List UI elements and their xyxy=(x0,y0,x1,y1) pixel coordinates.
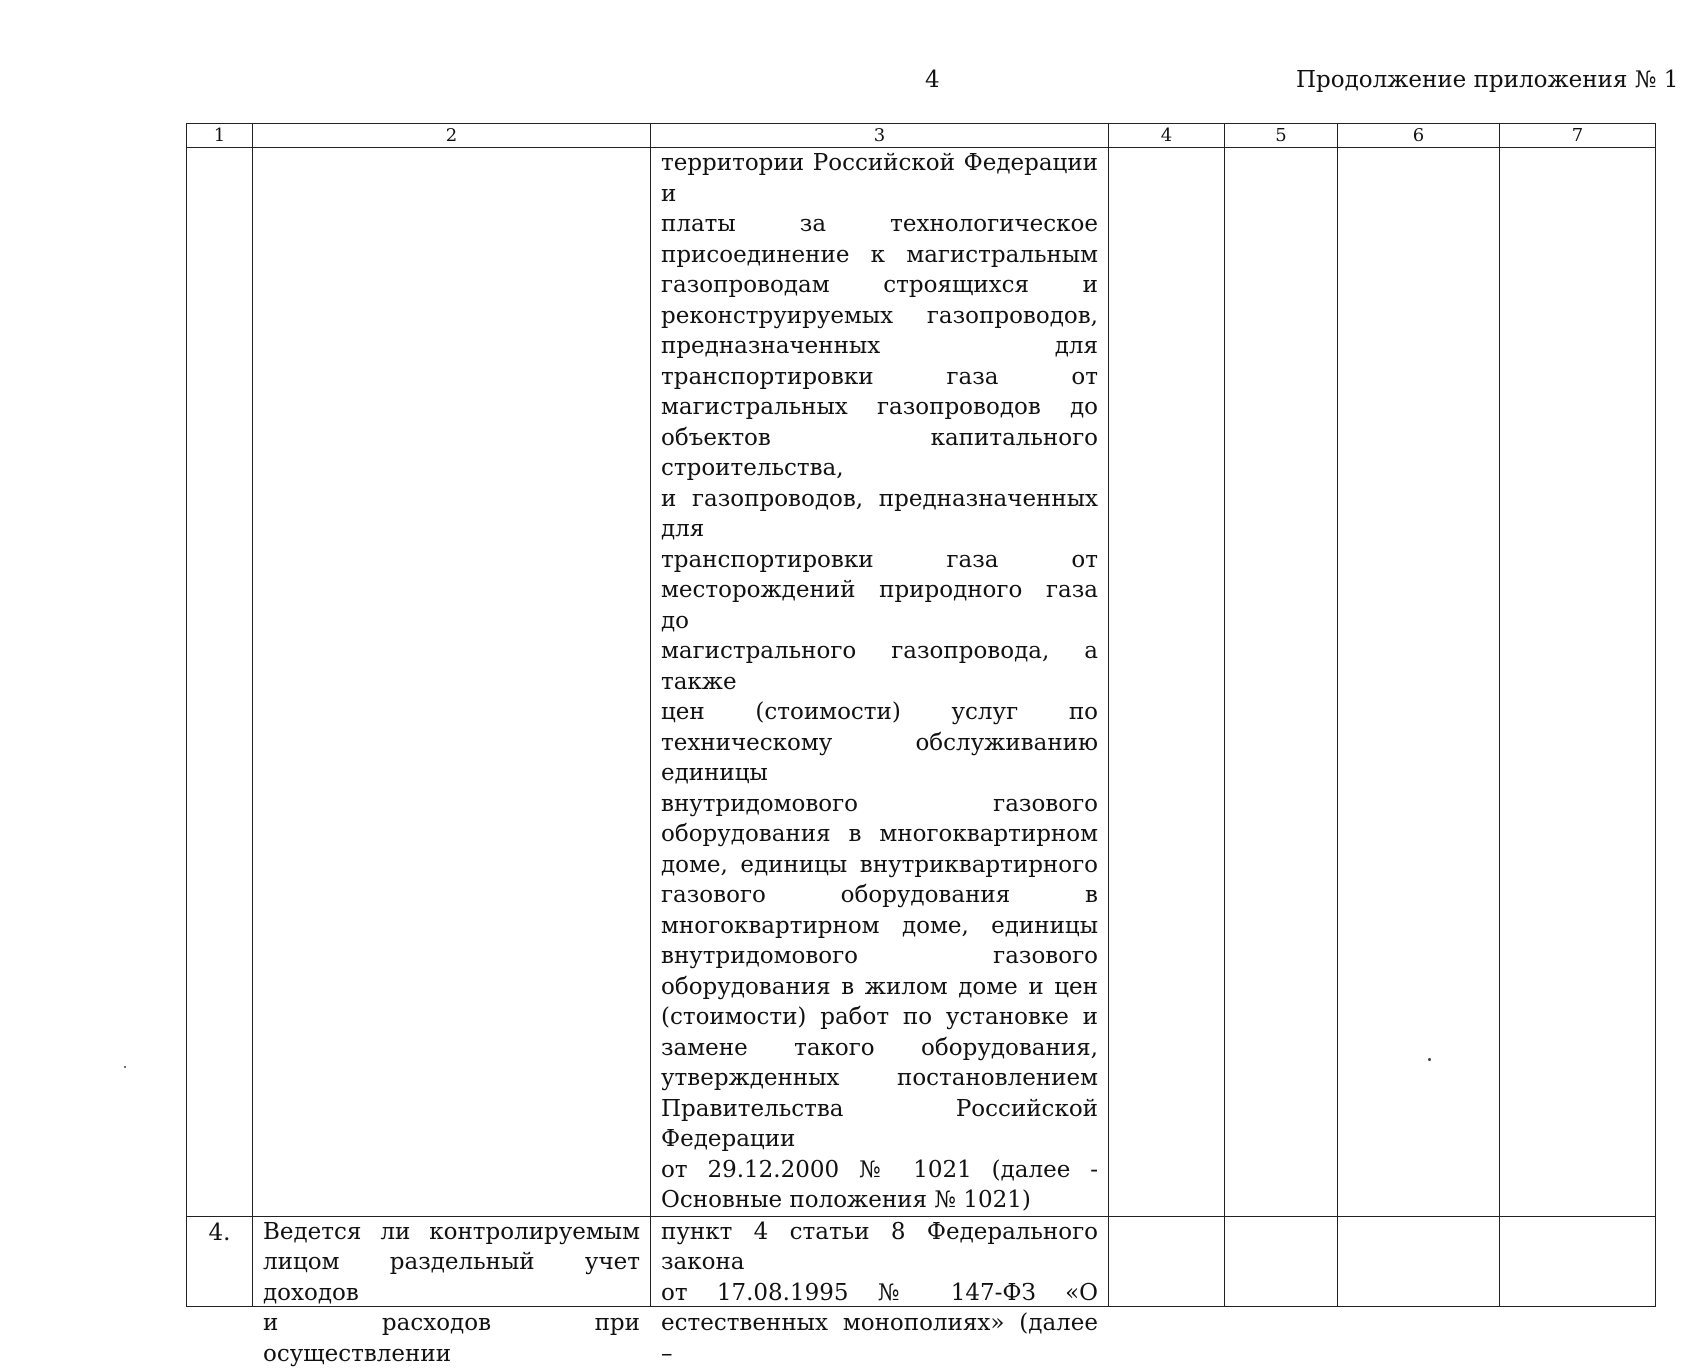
text-line: предназначенных для xyxy=(661,333,1098,359)
text-line: естественных монополиях» (далее – xyxy=(661,1310,1098,1367)
column-header-5: 5 xyxy=(1225,124,1338,148)
table-row-continued xyxy=(187,148,1656,1217)
scan-speck xyxy=(1428,1058,1431,1061)
text-line: месторождений природного газа до xyxy=(661,577,1098,634)
question-text xyxy=(253,1217,650,1367)
text-line: и газопроводов, предназначенных для xyxy=(661,485,1098,542)
text-line: платы за технологическое xyxy=(661,211,1098,237)
cell-number xyxy=(187,148,253,1217)
text-line: объектов капитального строительства, xyxy=(661,424,1098,481)
text-line: реконструируемых газопроводов, xyxy=(661,302,1098,329)
cell-col6 xyxy=(1338,148,1500,1217)
text-line: внутридомового газового xyxy=(661,943,1098,969)
cell-col5 xyxy=(1225,148,1338,1217)
text-line: от 17.08.1995 № 147-ФЗ «О xyxy=(661,1279,1098,1306)
text-line: (стоимости) работ по установке и xyxy=(661,1004,1098,1030)
text-line: оборудования в жилом доме и цен xyxy=(661,973,1098,1000)
text-line: газового оборудования в xyxy=(661,882,1098,908)
row-number: 4. xyxy=(208,1219,231,1246)
column-header-1: 1 xyxy=(187,124,253,148)
table-row-4 xyxy=(187,1216,1656,1306)
cell-col5 xyxy=(1225,1216,1338,1306)
column-header-2: 2 xyxy=(253,124,651,148)
appendix-title: Продолжение приложения № 1 xyxy=(1296,67,1679,93)
text-line: газопроводам строящихся и xyxy=(661,272,1098,298)
legal-reference-text xyxy=(651,1217,1108,1367)
text-line: транспортировки газа от xyxy=(661,363,1098,390)
text-line: пункт 4 статьи 8 Федерального закона xyxy=(661,1218,1098,1275)
text-line: цен (стоимости) услуг по xyxy=(661,699,1098,725)
column-header-row xyxy=(187,124,1656,148)
text-line: Ведется ли контролируемым xyxy=(263,1218,640,1245)
page-number: 4 xyxy=(925,67,940,93)
requirements-table xyxy=(186,123,1656,1367)
text-line: и расходов при осуществлении xyxy=(263,1310,640,1367)
text-line: транспортировки газа от xyxy=(661,546,1098,573)
text-line: лицом раздельный учет доходов xyxy=(263,1249,640,1306)
cell-col7 xyxy=(1500,148,1656,1217)
cell-col4 xyxy=(1109,148,1225,1217)
cell-number xyxy=(187,1216,253,1306)
cell-col7 xyxy=(1500,1216,1656,1306)
text-line: присоединение к магистральным xyxy=(661,241,1098,268)
legal-reference-text xyxy=(651,148,1108,1216)
cell-col4 xyxy=(1109,1216,1225,1306)
column-header-6: 6 xyxy=(1338,124,1500,148)
text-line: территории Российской Федерации и xyxy=(661,150,1098,207)
text-line: утвержденных постановлением xyxy=(661,1065,1098,1091)
cell-col6 xyxy=(1338,1216,1500,1306)
column-header-3: 3 xyxy=(651,124,1109,148)
text-line: многоквартирном доме, единицы xyxy=(661,912,1098,939)
scan-speck xyxy=(124,1066,126,1068)
column-header-4: 4 xyxy=(1109,124,1225,148)
text-line: от 29.12.2000 № 1021 (далее - xyxy=(661,1156,1098,1183)
text-line: техническому обслуживанию единицы xyxy=(661,729,1098,786)
text-line: замене такого оборудования, xyxy=(661,1034,1098,1061)
cell-question xyxy=(253,148,651,1217)
text-line: оборудования в многоквартирном xyxy=(661,821,1098,847)
text-line: Правительства Российской Федерации xyxy=(661,1095,1098,1152)
text-line: магистральных газопроводов до xyxy=(661,394,1098,420)
text-line: магистрального газопровода, а также xyxy=(661,638,1098,695)
cell-question xyxy=(253,1216,651,1367)
text-line: Основные положения № 1021) xyxy=(661,1187,1031,1213)
text-line: доме, единицы внутриквартирного xyxy=(661,851,1098,878)
cell-legal-reference xyxy=(651,148,1109,1217)
text-line: внутридомового газового xyxy=(661,790,1098,817)
column-header-7: 7 xyxy=(1500,124,1656,148)
cell-legal-reference xyxy=(651,1216,1109,1367)
